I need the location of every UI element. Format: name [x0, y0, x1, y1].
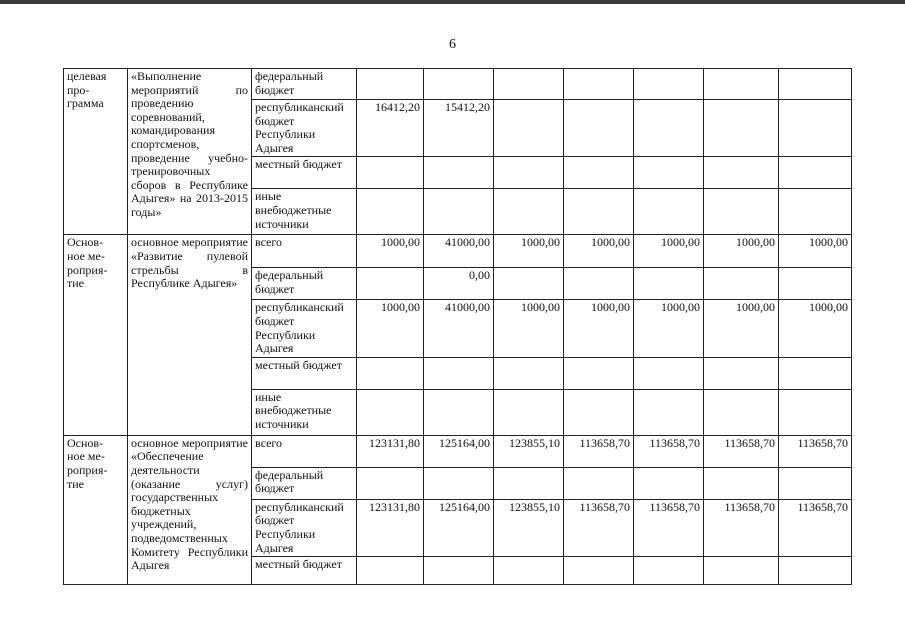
value-cell — [424, 557, 494, 585]
funding-source-cell: местный бюджет — [252, 157, 357, 189]
value-cell — [779, 389, 852, 435]
value-cell — [704, 357, 779, 389]
value-cell — [564, 467, 634, 499]
value-cell — [634, 467, 704, 499]
value-cell: 1000,00 — [634, 235, 704, 268]
value-cell — [564, 357, 634, 389]
value-cell — [424, 157, 494, 189]
value-cell — [494, 389, 564, 435]
value-cell — [779, 100, 852, 157]
value-cell — [424, 467, 494, 499]
funding-source-cell: республиканский бюджет Республики Адыгея — [252, 100, 357, 157]
value-cell — [564, 69, 634, 100]
value-cell — [634, 268, 704, 300]
value-cell: 1000,00 — [494, 300, 564, 357]
value-cell: 16412,20 — [357, 100, 424, 157]
funding-source-cell: всего — [252, 235, 357, 268]
value-cell — [704, 157, 779, 189]
value-cell — [634, 189, 704, 235]
value-cell: 113658,70 — [779, 499, 852, 556]
value-cell: 113658,70 — [779, 435, 852, 467]
funding-source-cell: иные внебюджетные источники — [252, 189, 357, 235]
category-cell: Основ- ное ме- роприя- тие — [64, 235, 128, 435]
value-cell — [494, 189, 564, 235]
value-cell: 113658,70 — [564, 435, 634, 467]
value-cell — [779, 157, 852, 189]
measure-name-cell: основное мероприятие «Развитие пулевой стрельбы в Республике Адыгея» — [128, 235, 252, 435]
value-cell — [779, 189, 852, 235]
funding-source-cell: местный бюджет — [252, 357, 357, 389]
value-cell — [634, 389, 704, 435]
value-cell — [494, 357, 564, 389]
value-cell — [357, 189, 424, 235]
value-cell — [424, 69, 494, 100]
value-cell — [564, 268, 634, 300]
value-cell: 113658,70 — [564, 499, 634, 556]
value-cell — [634, 357, 704, 389]
value-cell: 1000,00 — [704, 235, 779, 268]
value-cell: 0,00 — [424, 268, 494, 300]
funding-source-cell: федеральный бюджет — [252, 467, 357, 499]
value-cell: 123131,80 — [357, 499, 424, 556]
category-cell: целевая про- грамма — [64, 69, 128, 235]
value-cell — [424, 389, 494, 435]
value-cell: 123855,10 — [494, 435, 564, 467]
funding-source-cell: федеральный бюджет — [252, 268, 357, 300]
value-cell: 113658,70 — [634, 499, 704, 556]
value-cell — [494, 69, 564, 100]
value-cell — [494, 157, 564, 189]
value-cell: 1000,00 — [357, 235, 424, 268]
value-cell: 1000,00 — [704, 300, 779, 357]
value-cell — [634, 157, 704, 189]
value-cell — [779, 69, 852, 100]
value-cell — [357, 357, 424, 389]
value-cell — [704, 189, 779, 235]
value-cell — [634, 557, 704, 585]
value-cell — [634, 69, 704, 100]
value-cell: 1000,00 — [564, 300, 634, 357]
measure-name-cell: «Выполнение мероприятий по проведению соревнований, командирования спортсменов, проведение учебно-тренировочных сборов в Республике Адыгея» на 2013-2015 годы» — [128, 69, 252, 235]
value-cell — [779, 268, 852, 300]
value-cell: 15412,20 — [424, 100, 494, 157]
page-number: 6 — [449, 37, 456, 52]
value-cell — [779, 557, 852, 585]
value-cell: 125164,00 — [424, 499, 494, 556]
funding-source-cell: иные внебюджетные источники — [252, 389, 357, 435]
value-cell: 113658,70 — [634, 435, 704, 467]
value-cell — [494, 467, 564, 499]
value-cell: 1000,00 — [634, 300, 704, 357]
value-cell: 1000,00 — [494, 235, 564, 268]
value-cell — [357, 557, 424, 585]
funding-source-cell: федеральный бюджет — [252, 69, 357, 100]
value-cell — [779, 467, 852, 499]
value-cell — [564, 389, 634, 435]
measure-name-cell: основное мероприятие «Обеспечение деятельности (оказание услуг) государственных бюджетных учреждений, подведомственных Комитету Республики Адыгея — [128, 435, 252, 584]
category-cell: Основ- ное ме- роприя- тие — [64, 435, 128, 584]
table-row — [64, 435, 852, 467]
value-cell: 1000,00 — [357, 300, 424, 357]
value-cell: 1000,00 — [779, 235, 852, 268]
value-cell — [424, 189, 494, 235]
value-cell — [357, 268, 424, 300]
value-cell — [704, 100, 779, 157]
value-cell — [564, 557, 634, 585]
budget-table — [63, 68, 852, 585]
value-cell: 41000,00 — [424, 235, 494, 268]
value-cell: 41000,00 — [424, 300, 494, 357]
funding-source-cell: всего — [252, 435, 357, 467]
funding-source-cell: республиканский бюджет Республики Адыгея — [252, 300, 357, 357]
page-top-border — [0, 0, 905, 4]
value-cell: 1000,00 — [564, 235, 634, 268]
table-row — [64, 69, 852, 100]
value-cell — [634, 100, 704, 157]
value-cell: 123855,10 — [494, 499, 564, 556]
value-cell — [357, 69, 424, 100]
value-cell — [357, 389, 424, 435]
value-cell — [494, 268, 564, 300]
value-cell — [779, 357, 852, 389]
value-cell — [357, 157, 424, 189]
value-cell — [357, 467, 424, 499]
value-cell — [704, 268, 779, 300]
value-cell — [494, 557, 564, 585]
value-cell — [704, 69, 779, 100]
funding-source-cell: местный бюджет — [252, 557, 357, 585]
value-cell: 113658,70 — [704, 435, 779, 467]
table-row — [64, 235, 852, 268]
value-cell — [704, 467, 779, 499]
funding-source-cell: республиканский бюджет Республики Адыгея — [252, 499, 357, 556]
value-cell: 1000,00 — [779, 300, 852, 357]
value-cell — [564, 189, 634, 235]
value-cell — [704, 557, 779, 585]
value-cell — [564, 100, 634, 157]
value-cell — [564, 157, 634, 189]
value-cell — [704, 389, 779, 435]
value-cell: 113658,70 — [704, 499, 779, 556]
value-cell: 123131,80 — [357, 435, 424, 467]
value-cell: 125164,00 — [424, 435, 494, 467]
value-cell — [494, 100, 564, 157]
value-cell — [424, 357, 494, 389]
